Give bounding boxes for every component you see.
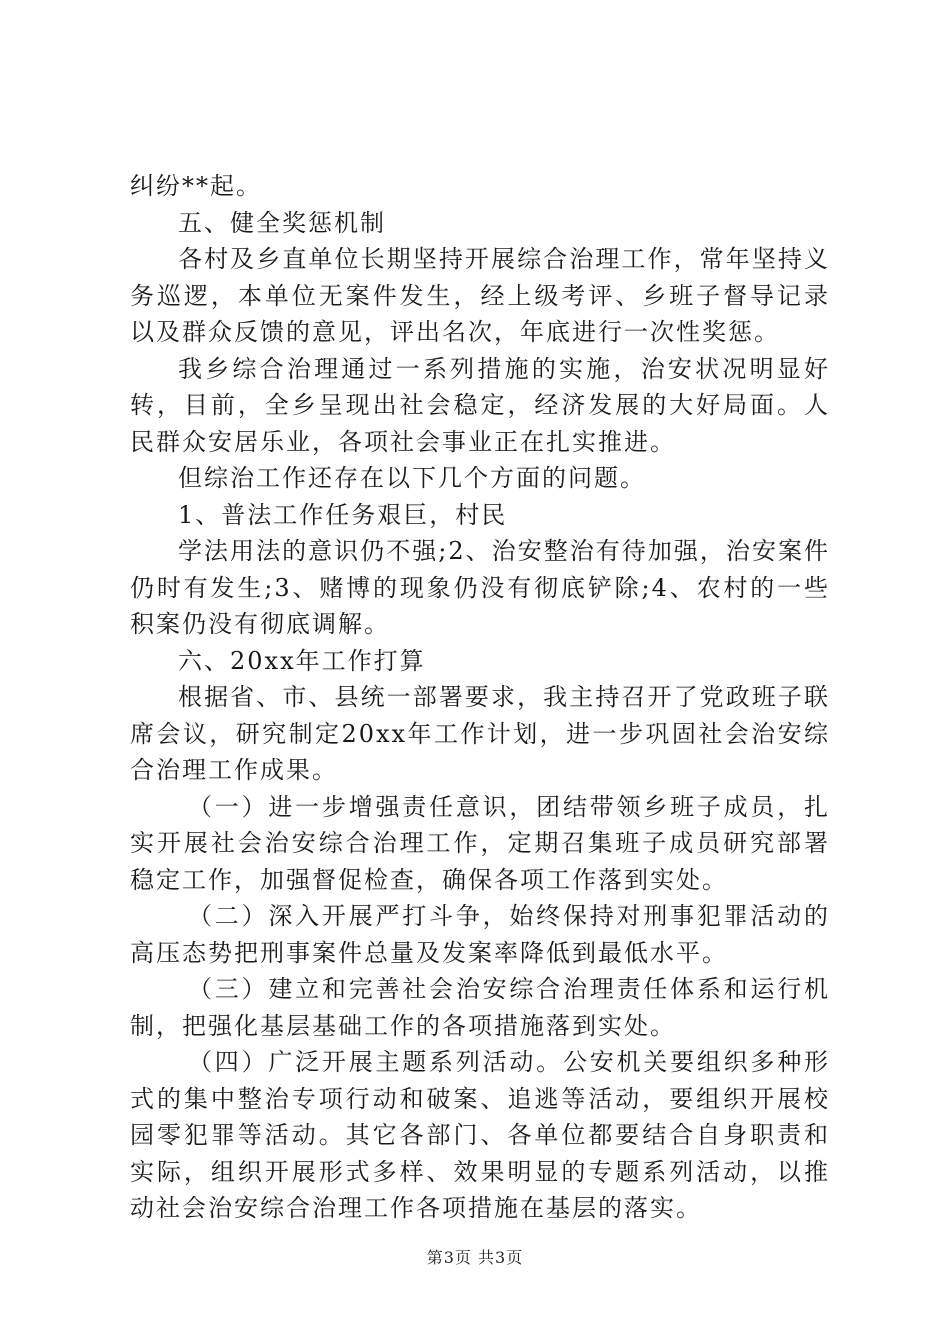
paragraph: 纠纷**起。 [130, 172, 262, 200]
paragraph: 我乡综合治理通过一系列措施的实施，治安状况明显好转，目前，全乡呈现出社会稳定，经济发展的大好局面。人民群众安居乐业，各项社会事业正在扎实推进。 [130, 354, 830, 456]
section-heading: 五、健全奖惩机制 [178, 208, 386, 237]
page-number-footer: 第3页 共3页 [426, 1248, 524, 1267]
paragraph: 但综治工作还存在以下几个方面的问题。 [178, 464, 646, 492]
paragraph: 1、普法工作任务艰巨，村民 [178, 500, 508, 529]
list-item: （二）深入开展严打斗争，始终保持对刑事犯罪活动的高压态势把刑事案件总量及发案率降低到最低水平。 [130, 902, 830, 967]
document-body [130, 168, 830, 1227]
paragraph: 各村及乡直单位长期坚持开展综合治理工作，常年坚持义务巡逻，本单位无案件发生，经上级考评、乡班子督导记录以及群众反馈的意见，评出名次，年底进行一次性奖惩。 [130, 245, 830, 346]
list-item: （四）广泛开展主题系列活动。公安机关要组织多种形式的集中整治专项行动和破案、追逃等活动，要组织开展校园零犯罪等活动。其它各部门、各单位都要结合自身职责和实际，组织开展形式多样、效果明显的专题系列活动，以推动社会治安综合治理工作各项措施在基层的落实。 [130, 1048, 830, 1222]
list-item: （一）进一步增强责任意识，团结带领乡班子成员，扎实开展社会治安综合治理工作，定期召集班子成员研究部署稳定工作，加强督促检查，确保各项工作落到实处。 [130, 792, 830, 894]
list-item: （三）建立和完善社会治安综合治理责任体系和运行机制，把强化基层基础工作的各项措施落到实处。 [130, 975, 830, 1040]
paragraph: 根据省、市、县统一部署要求，我主持召开了党政班子联席会议，研究制定20xx年工作计划，进一步巩固社会治安综合治理工作成果。 [130, 683, 830, 784]
paragraph: 学法用法的意识仍不强;2、治安整治有待加强，治安案件仍时有发生;3、赌博的现象仍没有彻底铲除;4、农村的一些积案仍没有彻底调解。 [130, 537, 830, 638]
section-heading: 六、20xx年工作打算 [178, 646, 426, 675]
